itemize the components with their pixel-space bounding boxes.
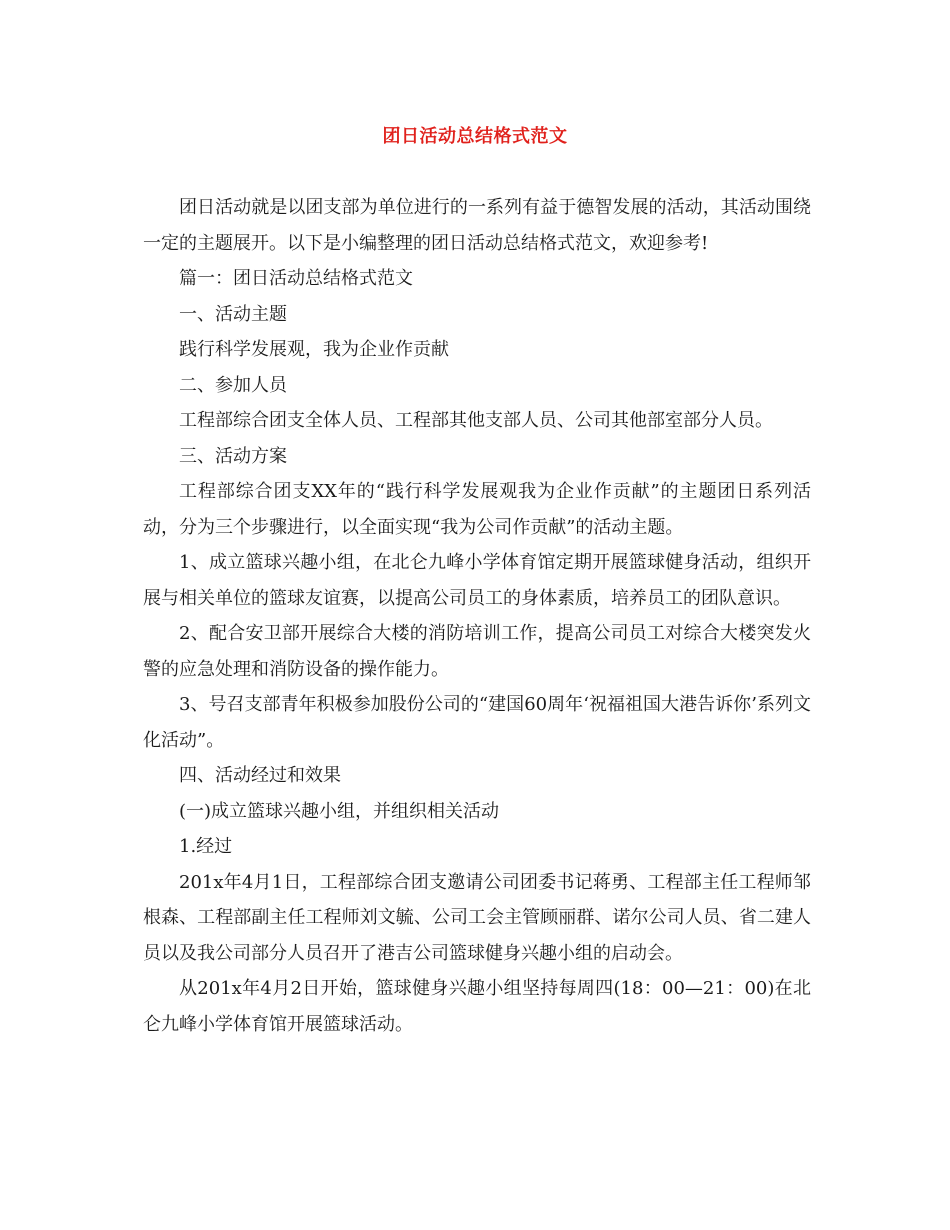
subheading-basketball-group: (一)成立篮球兴趣小组，并组织相关活动: [179, 800, 500, 822]
activity-plan-text: 工程部综合团支XX年的“践行科学发展观我为企业作贡献”的主题团日系列活动，分为三个步骤进行，以全面实现“我为公司作贡献”的活动主题。: [143, 481, 811, 538]
intro-paragraph: 团日活动就是以团支部为单位进行的一系列有益于德智发展的活动，其活动围绕一定的主题展开。以下是小编整理的团日活动总结格式范文，欢迎参考!: [143, 197, 811, 254]
document-title: 团日活动总结格式范文: [382, 126, 568, 147]
heading-activity-theme: 一、活动主题: [179, 303, 287, 325]
document-body: [143, 190, 811, 1042]
participants-text: 工程部综合团支全体人员、工程部其他支部人员、公司其他部室部分人员。: [179, 410, 773, 431]
plan-step-2: 2、配合安卫部开展综合大楼的消防培训工作，提高公司员工对综合大楼突发火警的应急处理和消防设备的操作能力。: [143, 623, 811, 680]
heading-process-and-results: 四、活动经过和效果: [179, 765, 341, 786]
heading-participants: 二、参加人员: [179, 374, 287, 396]
heading-activity-plan: 三、活动方案: [179, 445, 287, 467]
process-paragraph-2: 从201x年4月2日开始，篮球健身兴趣小组坚持每周四(18：00—21：00)在北仑九峰小学体育馆开展篮球活动。: [143, 978, 811, 1035]
activity-theme-text: 践行科学发展观，我为企业作贡献: [179, 339, 449, 360]
plan-step-3: 3、号召支部青年积极参加股份公司的“建国60周年‘祝福祖国大港告诉你’系列文化活动”。: [143, 694, 811, 751]
section-heading-part-one: 篇一：团日活动总结格式范文: [179, 268, 413, 289]
plan-step-1: 1、成立篮球兴趣小组，在北仑九峰小学体育馆定期开展篮球健身活动，组织开展与相关单位的篮球友谊赛，以提高公司员工的身体素质，培养员工的团队意识。: [143, 552, 811, 609]
subheading-process: 1.经过: [179, 836, 233, 857]
process-paragraph-1: 201x年4月1日，工程部综合团支邀请公司团委书记蒋勇、工程部主任工程师邹根森、工程部副主任工程师刘文毓、公司工会主管顾丽群、诺尔公司人员、省二建人员以及我公司部分人员召开了港吉公司篮球健身兴趣小组的启动会。: [143, 871, 811, 964]
